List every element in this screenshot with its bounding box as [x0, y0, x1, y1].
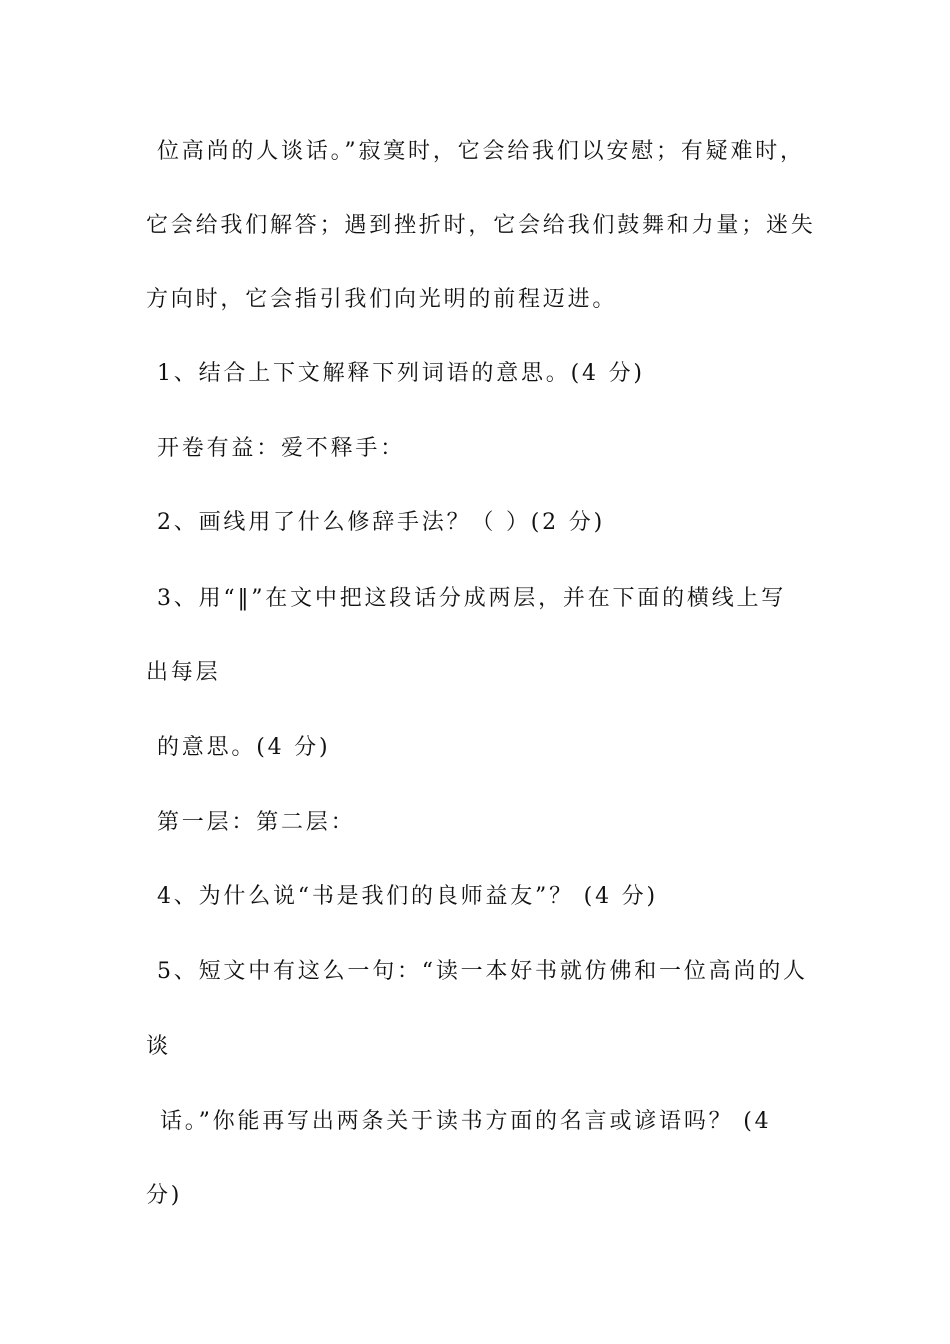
question-2: 2、画线用了什么修辞手法？（ ）(2 分)	[157, 510, 605, 535]
question-3-continued: 出每层	[146, 660, 221, 685]
question-3-layers: 第一层：第二层：	[157, 810, 356, 835]
question-3-meaning: 的意思。(4 分)	[157, 735, 331, 760]
passage-line-3: 方向时，它会指引我们向光明的前程迈进。	[146, 287, 618, 312]
question-4: 4、为什么说“书是我们的良师益友”？ (4 分)	[157, 884, 658, 909]
question-5-score: 分)	[146, 1183, 183, 1208]
question-5-prompt: 话。”你能再写出两条关于读书方面的名言或谚语吗？ (4	[160, 1109, 772, 1134]
passage-line-1: 位高尚的人谈话。”寂寞时，它会给我们以安慰；有疑难时，	[157, 139, 805, 164]
question-1: 1、结合上下文解释下列词语的意思。(4 分)	[157, 361, 645, 386]
question-5-continued: 谈	[146, 1034, 171, 1059]
question-1-terms: 开卷有益：爱不释手：	[157, 436, 406, 461]
question-3: 3、用“‖”在文中把这段话分成两层，并在下面的横线上写	[157, 586, 787, 611]
passage-line-2: 它会给我们解答；遇到挫折时，它会给我们鼓舞和力量；迷失	[146, 213, 816, 238]
question-5: 5、短文中有这么一句：“读一本好书就仿佛和一位高尚的人	[157, 959, 808, 984]
